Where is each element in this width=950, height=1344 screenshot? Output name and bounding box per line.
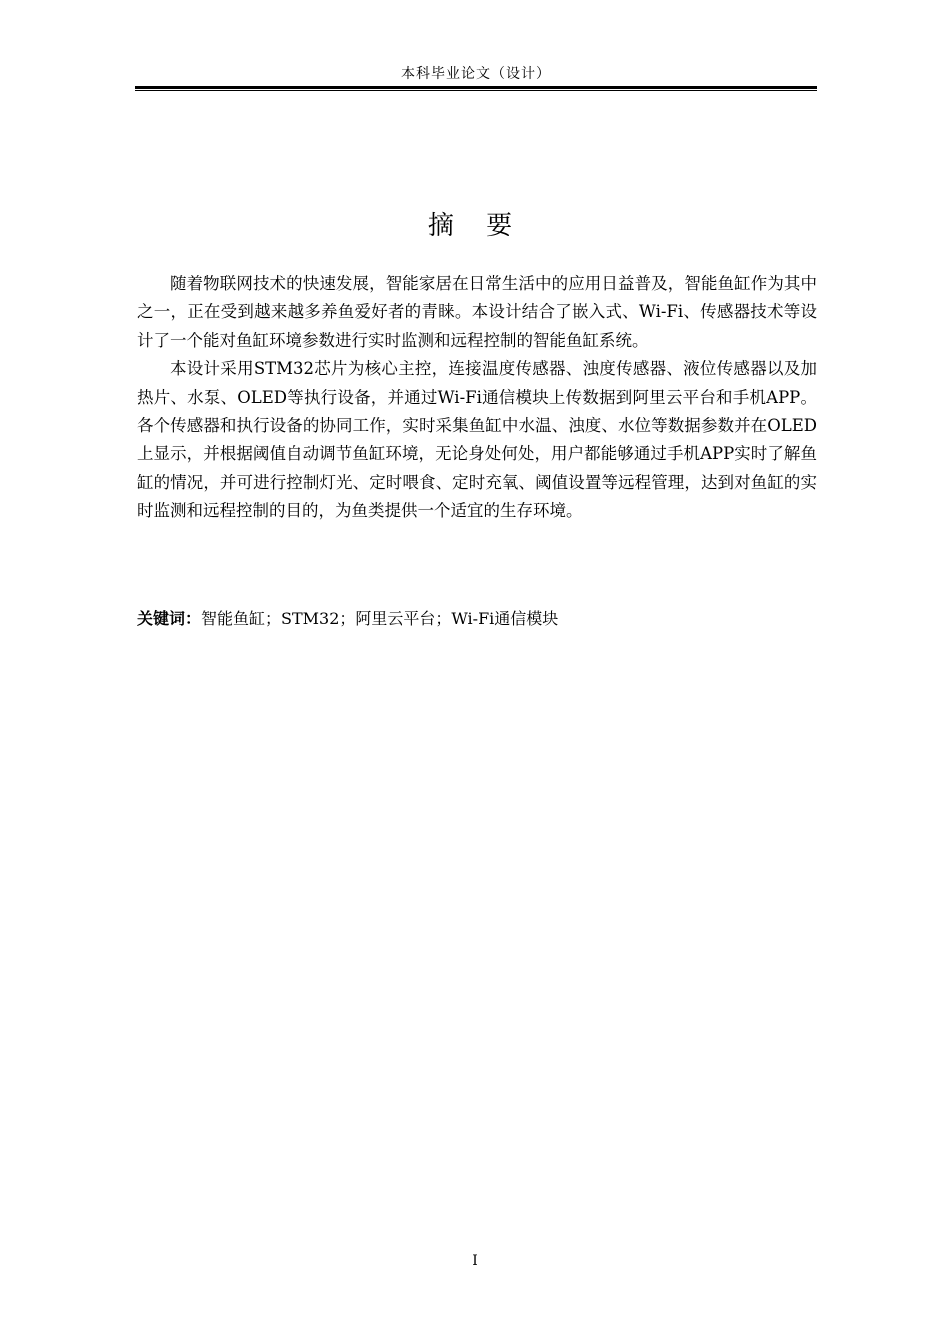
page-number: I bbox=[472, 1253, 478, 1269]
keywords-line bbox=[137, 605, 817, 633]
abstract-heading: 摘 要 bbox=[427, 211, 525, 241]
abstract-body bbox=[137, 270, 817, 526]
keywords-text: 智能鱼缸；STM32；阿里云平台；Wi-Fi通信模块 bbox=[201, 609, 559, 628]
keywords-label: 关键词： bbox=[137, 609, 202, 628]
abstract-paragraph-2: 本设计采用STM32芯片为核心主控，连接温度传感器、浊度传感器、液位传感器以及加热片、水泵、OLED等执行设备，并通过Wi-Fi通信模块上传数据到阿里云平台和手机APP。各个传感器和执行设备的协同工作，实时采集鱼缸中水温、浊度、水位等数据参数并在OLED上显示，并根据阈值自动调节鱼缸环境，无论身处何处，用户都能够通过手机APP实时了解鱼缸的情况，并可进行控制灯光、定时喂食、定时充氧、阈值设置等远程管理，达到对鱼缸的实时监测和远程控制的目的，为鱼类提供一个适宜的生存环境。 bbox=[137, 359, 817, 521]
running-header: 本科毕业论文（设计） bbox=[401, 66, 551, 82]
abstract-paragraph-1: 随着物联网技术的快速发展，智能家居在日常生活中的应用日益普及，智能鱼缸作为其中之一，正在受到越来越多养鱼爱好者的青睐。本设计结合了嵌入式、Wi-Fi、传感器技术等设计了一个能对鱼缸环境参数进行实时监测和远程控制的智能鱼缸系统。 bbox=[137, 274, 817, 350]
header-rule-thick bbox=[135, 86, 817, 89]
header-rule-thin bbox=[135, 90, 817, 91]
